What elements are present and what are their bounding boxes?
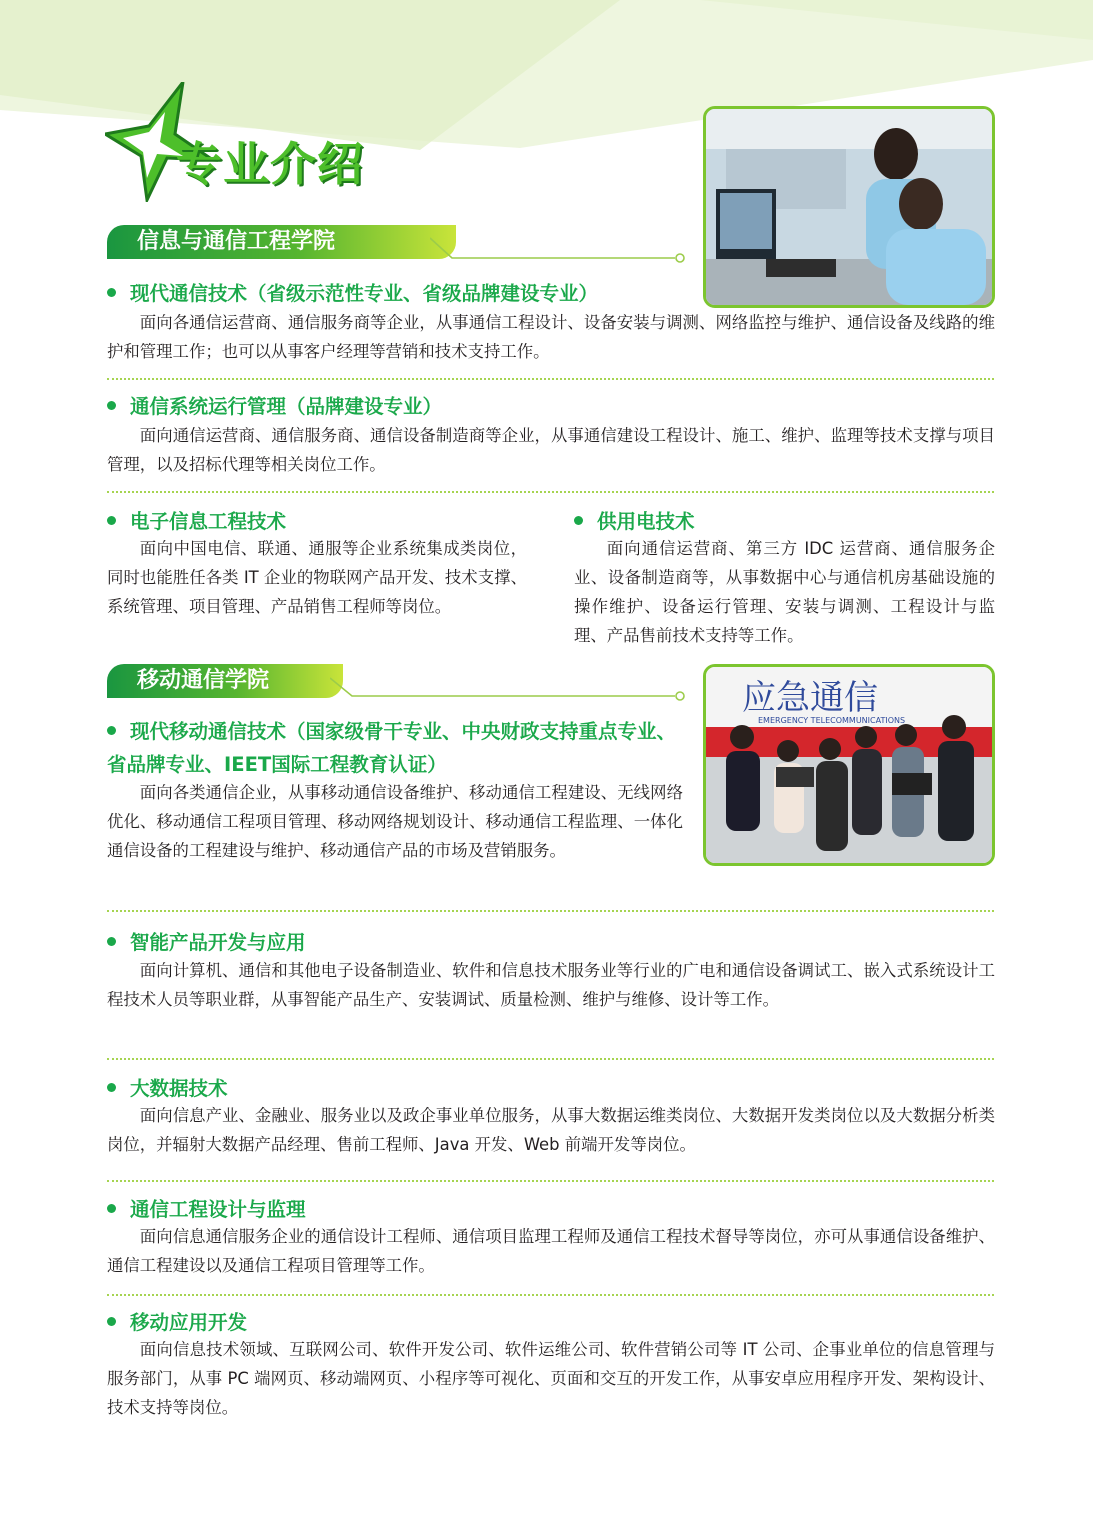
major-title: 移动应用开发: [107, 1307, 247, 1335]
bullet-icon: [107, 937, 116, 946]
major-description: 面向计算机、通信和其他电子设备制造业、软件和信息技术服务业等行业的广电和通信设备调试工、嵌入式系统设计工程技术人员等职业群，从事智能产品生产、安装调试、质量检测、维护与维修、设计等工作。: [107, 961, 995, 1009]
bullet-icon: [107, 1204, 116, 1213]
college-header-mobile-comm: 移动通信学院: [107, 664, 343, 698]
bullet-icon: [107, 726, 116, 735]
major-description: 面向信息技术领域、互联网公司、软件开发公司、软件运维公司、软件营销公司等 IT 公司、企事业单位的信息管理与服务部门，从事 PC 端网页、移动端网页、小程序等可视化、页面和交互的开发工作，从事安卓应用程序开发、架构设计、技术支持等岗位。: [107, 1340, 995, 1417]
header-connector-line: [430, 236, 688, 266]
bullet-icon: [107, 288, 116, 297]
bullet-icon: [107, 1317, 116, 1326]
emergency-comm-photo: [703, 664, 995, 866]
header-connector-line: [330, 676, 688, 706]
college-header-info-comm: 信息与通信工程学院: [107, 225, 456, 259]
major-title: 智能产品开发与应用: [107, 927, 306, 955]
major-description: 面向信息通信服务企业的通信设计工程师、通信项目监理工程师及通信工程技术督导等岗位，亦可从事通信设备维护、通信工程建设以及通信工程项目管理等工作。: [107, 1227, 995, 1275]
divider: [107, 1058, 994, 1060]
divider: [107, 491, 994, 493]
major-description: 面向各通信运营商、通信服务商等企业，从事通信工程设计、设备安装与调测、网络监控与维护、通信设备及线路的维护和管理工作；也可以从事客户经理等营销和技术支持工作。: [107, 313, 995, 361]
major-description: 面向各类通信企业，从事移动通信设备维护、移动通信工程建设、无线网络优化、移动通信工程项目管理、移动网络规划设计、移动通信工程监理、一体化通信设备的工程建设与维护、移动通信产品的市场及营销服务。: [107, 783, 683, 860]
major-description: 面向中国电信、联通、通服等企业系统集成类岗位，同时也能胜任各类 IT 企业的物联网产品开发、技术支撑、系统管理、项目管理、产品销售工程师等岗位。: [107, 539, 527, 616]
divider: [107, 1180, 994, 1182]
divider: [107, 378, 994, 380]
lab-photo: [703, 106, 995, 308]
page-title: 专业介绍: [176, 137, 364, 191]
bullet-icon: [107, 516, 116, 525]
divider: [107, 1294, 994, 1296]
major-description: 面向通信运营商、通信服务商、通信设备制造商等企业，从事通信建设工程设计、施工、维护、监理等技术支撑与项目管理，以及招标代理等相关岗位工作。: [107, 426, 995, 474]
major-description: 面向通信运营商、第三方 IDC 运营商、通信服务企业、设备制造商等，从事数据中心与通信机房基础设施的操作维护、设备运行管理、安装与调测、工程设计与监理、产品售前技术支持等工作。: [574, 539, 995, 645]
bullet-icon: [107, 401, 116, 410]
major-title: 大数据技术: [107, 1073, 228, 1101]
major-title: 现代移动通信技术（国家级骨干专业、中央财政支持重点专业、省品牌专业、IEET国际工程教育认证）: [107, 720, 677, 776]
truck-strip-text: EMERGENCY TELECOMMUNICATIONS: [758, 716, 906, 725]
sign-text: 应急通信: [742, 678, 878, 718]
major-title: 通信工程设计与监理: [107, 1194, 306, 1222]
divider: [107, 910, 994, 912]
major-title: 通信系统运行管理（品牌建设专业）: [107, 391, 442, 419]
major-title: 供用电技术: [574, 506, 695, 534]
bullet-icon: [574, 516, 583, 525]
bullet-icon: [107, 1083, 116, 1092]
major-description: 面向信息产业、金融业、服务业以及政企事业单位服务，从事大数据运维类岗位、大数据开发类岗位以及大数据分析类岗位，并辐射大数据产品经理、售前工程师、Java 开发、Web 前端开发等岗位。: [107, 1106, 995, 1154]
major-title: 现代通信技术（省级示范性专业、省级品牌建设专业）: [107, 278, 598, 306]
major-title: 电子信息工程技术: [107, 506, 286, 534]
